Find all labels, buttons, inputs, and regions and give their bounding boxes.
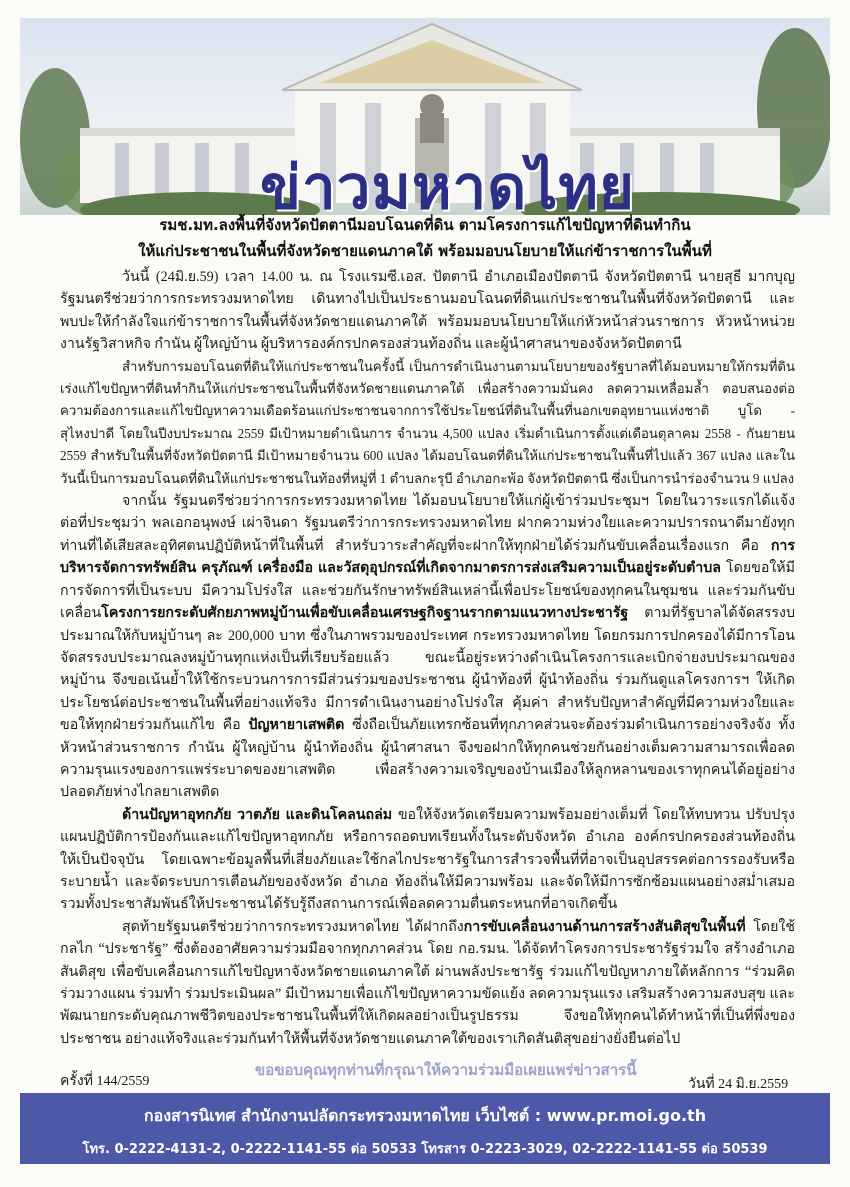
issue-number: ครั้งที่ 144/2559 [60,1074,150,1089]
release-date: วันที่ 24 มิ.ย.2559 [688,1077,789,1092]
paragraph-5-text-c: โดยใช้กลไก “ประชารัฐ” ซึ่งต้องอาศัยความร่วมมือจากทุกภาคส่วน โดย กอ.รมน. ได้จัดทำโครงการประชารัฐร่วมใจ สร้างอำเภอสันติสุข เพื่อขับเคลื่อนการแก้ไขปัญหาจังหวัดชายแดนภาคใต้ ผ่านพลังประชารัฐ ร่วมแก้ไขปัญหาภายใต้หลักการ “ร่วมคิด ร่วมวางแผน ร่วมทำ ร่วมประเมินผล” มีเป้าหมายเพื่อแก้ไขปัญหาความขัดแย้ง ลดความรุนแรง เสริมสร้างความสงบสุข และพัฒนายกระดับคุณภาพชีวิตของประชาชนในพื้นที่ให้เกิดผลอย่างเป็นรูปธรรม จึงขอให้ทุกคนได้ทำหน้าที่เป็นที่พึ่งของประชาชน อย่างแท้จริงและร่วมกันทำให้พื้นที่จังหวัดชายแดนภาคใต้ของเราเกิดสันติสุขอย่างยั่งยืนต่อไป [60,918,795,1047]
paragraph-1: วันนี้ (24มิ.ย.59) เวลา 14.00 น. ณ โรงแรมซี.เอส. ปัตตานี อำเภอเมืองปัตตานี จังหวัดปัตตานี นายสุธี มากบุญ รัฐมนตรีช่วยว่าการกระทรวงมหาดไทย เดินทางไปเป็นประธานมอบโฉนดที่ดินแก่ประชาชนในพื้นที่จังหวัดปัตตานี และพบปะให้กำลังใจแก่ข้าราชการในพื้นที่จังหวัดชายแดนภาคใต้ พร้อมมอบนโยบายให้แก่หัวหน้าส่วนราชการ หัวหน้าหน่วยงานรัฐวิสาหกิจ กำนัน ผู้ใหญ่บ้าน ผู้บริหารองค์กรปกครองส่วนท้องถิ่น และผู้นำศาสนาของจังหวัดปัตตานี [60,269,795,353]
footer-office-website: กองสารนิเทศ สำนักงานปลัดกระทรวงมหาดไทย เว็บไซต์ : www.pr.moi.go.th [143,1106,707,1125]
bold-drug-problem: ปัญหายาเสพติด [248,717,345,734]
paragraph-3-text-d: ตามที่รัฐบาลได้จัดสรรงบประมาณให้กับหมู่บ้านๆ ละ 200,000 บาท ซึ่งในภาพรวมของประเทศ กระทรวงมหาดไทย โดยกรมการปกครองได้มีการโอนจัดสรรงบประมาณลงหมู่บ้านทุกแห่งเป็นที่เรียบร้อยแล้ว ขณะนี้อยู่ระหว่างดำเนินโครงการและเบิกจ่ายงบประมาณของหมู่บ้าน จึงขอเน้นย้ำให้ใช้กระบวนการการมีส่วนร่วมของประชาชน ผู้นำท้องที่ ผู้นำท้องถิ่น ร่วมกันดูแลโครงการฯ ให้เกิดประโยชน์ต่อประชาชนในพื้นที่อย่างแท้จริง มีการดำเนินงานอย่างโปร่งใส คุ้มค่า สำหรับปัญหาสำคัญที่มีความห่วงใยและขอให้ทุกฝ่ายร่วมกันแก้ไข คือ [60,605,795,734]
masthead-title: ข่าวมหาดไทย [260,153,636,215]
bold-village-project: โครงการยกระดับศักยภาพหมู่บ้านเพื่อขับเคลื่อนเศรษฐกิจฐานรากตามแนวทางประชารัฐ [101,605,629,622]
article-body [60,266,795,1050]
headline-line-1: รมช.มท.ลงพื้นที่จังหวัดปัตตานีมอบโฉนดที่ดิน ตามโครงการแก้ไขปัญหาที่ดินทำกิน [159,216,691,234]
paragraph-2: สำหรับการมอบโฉนดที่ดินให้แก่ประชาชนในครั้งนี้ เป็นการดำเนินงานตามนโยบายของรัฐบาลที่ได้มอบหมายให้กรมที่ดินเร่งแก้ไขปัญหาที่ดินทำกินให้แก่ประชาชนในพื้นที่จังหวัดชายแดนภาคใต้ เพื่อสร้างความมั่นคง ลดความเหลื่อมล้ำ ตอบสนองต่อความต้องการและแก้ไขปัญหาความเดือดร้อนแก่ประชาชนจากการใช้ประโยชน์ที่ดินในพื้นที่นอกเขตอุทยานแห่งชาติ บูโด - สุไหงปาดี โดยในปีงบประมาณ 2559 มีเป้าหมายดำเนินการ จำนวน 4,500 แปลง เริ่มดำเนินการตั้งแต่เดือนตุลาคม 2558 - กันยายน 2559 สำหรับในพื้นที่จังหวัดปัตตานี มีเป้าหมายจำนวน 600 แปลง ได้มอบโฉนดที่ดินให้แก่ประชาชนในพื้นที่ไปแล้ว 367 แปลง และในวันนี้เป็นการมอบโฉนดที่ดินให้แก่ประชาชนในท้องที่หมู่ที่ 1 ตำบลกะรุบี อำเภอกะพ้อ จังหวัดปัตตานี ซึ่งเป็นการนำร่องจำนวน 9 แปลง [60,358,795,486]
paragraph-5-text-a: สุดท้ายรัฐมนตรีช่วยว่าการกระทรวงมหาดไทย ได้ฝากถึง [122,918,464,935]
paragraph-3 [60,490,795,804]
paragraph-3-text-a: จากนั้น รัฐมนตรีช่วยว่าการกระทรวงมหาดไทย ได้มอบนโยบายให้แก่ผู้เข้าร่วมประชุมฯ โดยในวาระแรกได้แจ้งต่อที่ประชุมว่า พลเอกอนุพงษ์ เผ่าจินดา รัฐมนตรีว่าการกระทรวงมหาดไทย ฝากความห่วงใยและความปรารถนาดีมายังทุกท่านที่ได้เสียสละอุทิศตนปฏิบัติหน้าที่ในพื้นที่ สำหรับวาระสำคัญที่จะฝากให้ทุกฝ่ายได้ร่วมกันขับเคลื่อนเรื่องแรก คือ [60,493,795,554]
bold-peace-building: การขับเคลื่อนงานด้านการสร้างสันติสุขในพื้นที่ [463,918,746,935]
footer-contact-numbers: โทร. 0-2222-4131-2, 0-2222-1141-55 ต่อ 50533 โทรสาร 0-2223-3029, 02-2222-1141-55 ต่อ 50539 [82,1142,768,1157]
thank-you-watermark: ขอขอบคุณทุกท่านที่กรุณาให้ความร่วมมือเผยแพร่ข่าวสารนี้ [255,1061,637,1079]
bold-asset-management: การบริหารจัดการทรัพย์สิน ครุภัณฑ์ เครื่องมือ และวัสดุอุปกรณ์ที่เกิดจากมาตรการส่งเสริมความเป็นอยู่ระดับตำบล [60,537,795,577]
headline-line-2: ให้แก่ประชาชนในพื้นที่จังหวัดชายแดนภาคใต้ พร้อมมอบนโยบายให้แก่ข้าราชการในพื้นที่ [138,242,712,260]
paragraph-3-text-e: ซึ่งถือเป็นภัยแทรกซ้อนที่ทุกภาคส่วนจะต้องร่วมดำเนินการอย่างจริงจัง ทั้งหัวหน้าส่วนราชการ กำนัน ผู้ใหญ่บ้าน ผู้นำท้องถิ่น ผู้นำศาสนา จึงขอฝากให้ทุกคนช่วยกันอย่างเต็มความสามารถเพื่อลดความรุนแรงของการแพร่ระบาดของยาเสพติด เพื่อสร้างความเจริญของบ้านเมืองให้ลูกหลานของเราทุกคนได้อยู่อย่างปลอดภัยห่างไกลยาเสพติด [60,717,796,801]
paragraph-5 [60,916,795,1050]
footer-bar [20,1093,830,1164]
paragraph-4 [60,804,795,916]
paragraph-4-text: ขอให้จังหวัดเตรียมความพร้อมอย่างเต็มที่ โดยให้ทบทวน ปรับปรุงแผนปฏิบัติการป้องกันและแก้ไขปัญหาอุทกภัย หรือการถอดบทเรียนทั้งในระดับจังหวัด อำเภอ องค์กรปกครองส่วนท้องถิ่น ให้เป็นปัจจุบัน โดยเฉพาะข้อมูลพื้นที่เสี่ยงภัยและใช้กลไกประชารัฐในการสำรวจพื้นที่ที่อาจเป็นอุปสรรคต่อการรองรับหรือระบายน้ำ และจัดระบบการเตือนภัยของจังหวัด อำเภอ ท้องถิ่นให้มีความพร้อม และจัดให้มีการซักซ้อมแผนอย่างสม่ำเสมอ รวมทั้งประชาสัมพันธ์ให้ประชาชนได้รับรู้ถึงสถานการณ์เพื่อลดความตื่นตระหนกที่อาจเกิดขึ้น [60,806,795,913]
header-banner [20,18,830,215]
bold-disaster: ด้านปัญหาอุทกภัย วาตภัย และดินโคลนถล่ม [122,806,393,823]
paragraph-3-text-c: โดยขอให้มีการจัดการที่เป็นระบบ มีความโปร่งใส และช่วยกันรักษาทรัพย์สินเหล่านี้เพื่อประโยชน์ของทุกคนในชุมชน และร่วมกันขับเคลื่อน [60,560,796,622]
headline [40,212,810,264]
